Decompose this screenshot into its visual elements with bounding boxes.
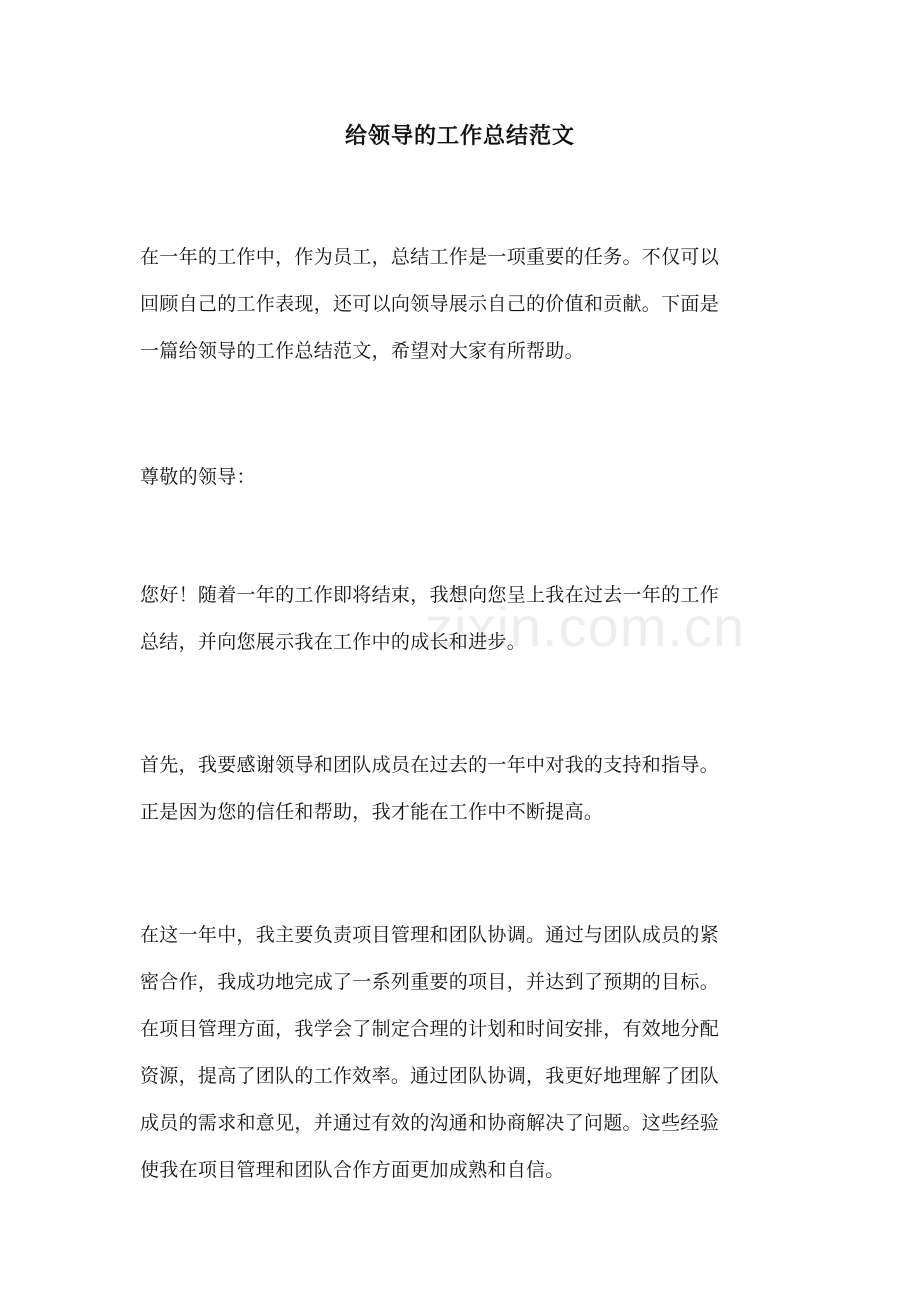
paragraph-line: 在一年的工作中，作为员工，总结工作是一项重要的任务。不仅可以	[140, 246, 720, 268]
paragraph-line: 使我在项目管理和团队合作方面更加成熟和自信。	[140, 1159, 565, 1181]
paragraph-line: 在项目管理方面，我学会了制定合理的计划和时间安排，有效地分配	[140, 1018, 720, 1040]
intro-paragraph	[140, 234, 800, 375]
paragraph-line: 回顾自己的工作表现，还可以向领导展示自己的价值和贡献。下面是	[140, 293, 720, 315]
paragraph-line: 正是因为您的信任和帮助，我才能在工作中不断提高。	[140, 801, 604, 823]
thanks-paragraph	[140, 742, 800, 836]
paragraph-line: 在这一年中，我主要负责项目管理和团队协调。通过与团队成员的紧	[140, 924, 720, 946]
salutation-paragraph	[140, 454, 800, 501]
paragraph-line: 首先，我要感谢领导和团队成员在过去的一年中对我的支持和指导。	[140, 754, 720, 776]
paragraph-line: 尊敬的领导：	[140, 466, 256, 488]
greeting-paragraph	[140, 572, 800, 666]
watermark: zixin.com.cn	[425, 595, 746, 658]
paragraph-line: 总结，并向您展示我在工作中的成长和进步。	[140, 631, 527, 653]
paragraph-line: 密合作，我成功地完成了一系列重要的项目，并达到了预期的目标。	[140, 971, 720, 993]
work-paragraph	[140, 912, 800, 1194]
paragraph-line: 一篇给领导的工作总结范文，希望对大家有所帮助。	[140, 340, 584, 362]
paragraph-line: 您好！随着一年的工作即将结束，我想向您呈上我在过去一年的工作	[140, 584, 720, 606]
paragraph-line: 成员的需求和意见，并通过有效的沟通和协商解决了问题。这些经验	[140, 1112, 720, 1134]
paragraph-line: 资源，提高了团队的工作效率。通过团队协调，我更好地理解了团队	[140, 1065, 720, 1087]
document-title: 给领导的工作总结范文	[344, 123, 575, 149]
